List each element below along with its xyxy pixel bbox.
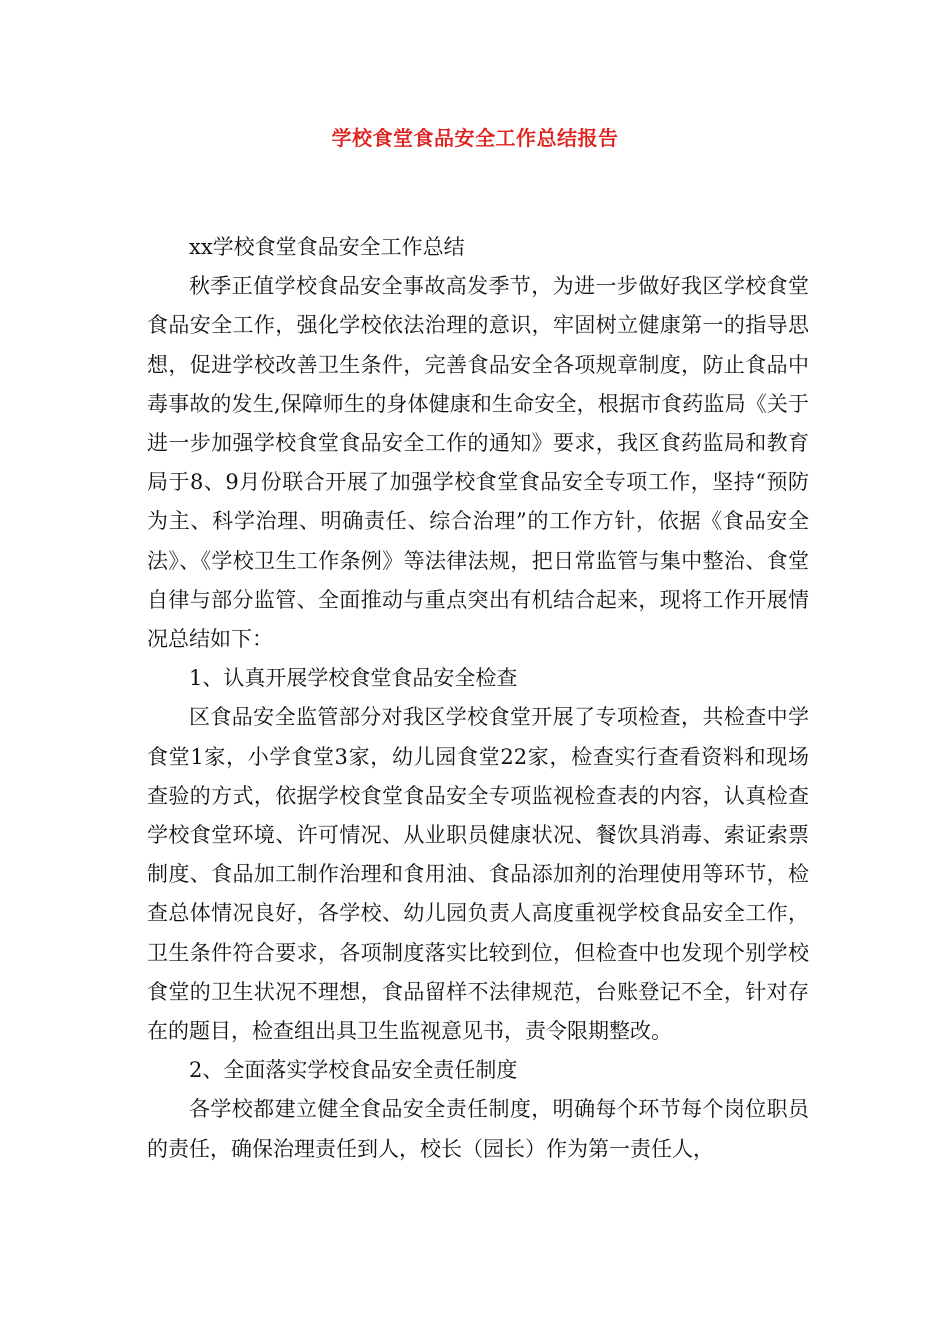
section-heading-1: 1、认真开展学校食堂食品安全检查	[189, 666, 518, 691]
intro-paragraph: 秋季正值学校食品安全事故高发季节，为进一步做好我区学校食堂食品安全工作，强化学校依法治理的意识，牢固树立健康第一的指导思想，促进学校改善卫生条件，完善食品安全各项规章制度，防止食品中毒事故的发生,保障师生的身体健康和生命安全，根据市食药监局《关于进一步加强学校食堂食品安全工作的通知》要求，我区食药监局和教育局于8、9月份联合开展了加强学校食堂食品安全专项工作，坚持“预防为主、科学治理、明确责任、综合治理”的工作方针，依据《食品安全法》、《学校卫生工作条例》等法律法规，把日常监管与集中整治、食堂自律与部分监管、全面推动与重点突出有机结合起来，现将工作开展情况总结如下：	[147, 274, 809, 652]
section-2-paragraph: 各学校都建立健全食品安全责任制度，明确每个环节每个岗位职员的责任，确保治理责任到人，校长（园长）作为第一责任人，	[147, 1097, 809, 1161]
section-subtitle: xx学校食堂食品安全工作总结	[189, 235, 465, 259]
section-1-paragraph: 区食品安全监管部分对我区学校食堂开展了专项检查，共检查中学食堂1家，小学食堂3家，幼儿园食堂22家，检查实行查看资料和现场查验的方式，依据学校食堂食品安全专项监视检查表的内容，认真检查学校食堂环境、许可情况、从业职员健康状况、餐饮具消毒、索证索票制度、食品加工制作治理和食用油、食品添加剂的治理使用等环节，检查总体情况良好，各学校、幼儿园负责人高度重视学校食品安全工作，卫生条件符合要求，各项制度落实比较到位，但检查中也发现个别学校食堂的卫生状况不理想，食品留样不法律规范，台账登记不全，针对存在的题目，检查组出具卫生监视意见书，责令限期整改。	[147, 705, 809, 1044]
section-heading-2: 2、全面落实学校食品安全责任制度	[189, 1058, 518, 1083]
document-title: 学校食堂食品安全工作总结报告	[331, 126, 619, 150]
document-body	[147, 228, 809, 1169]
